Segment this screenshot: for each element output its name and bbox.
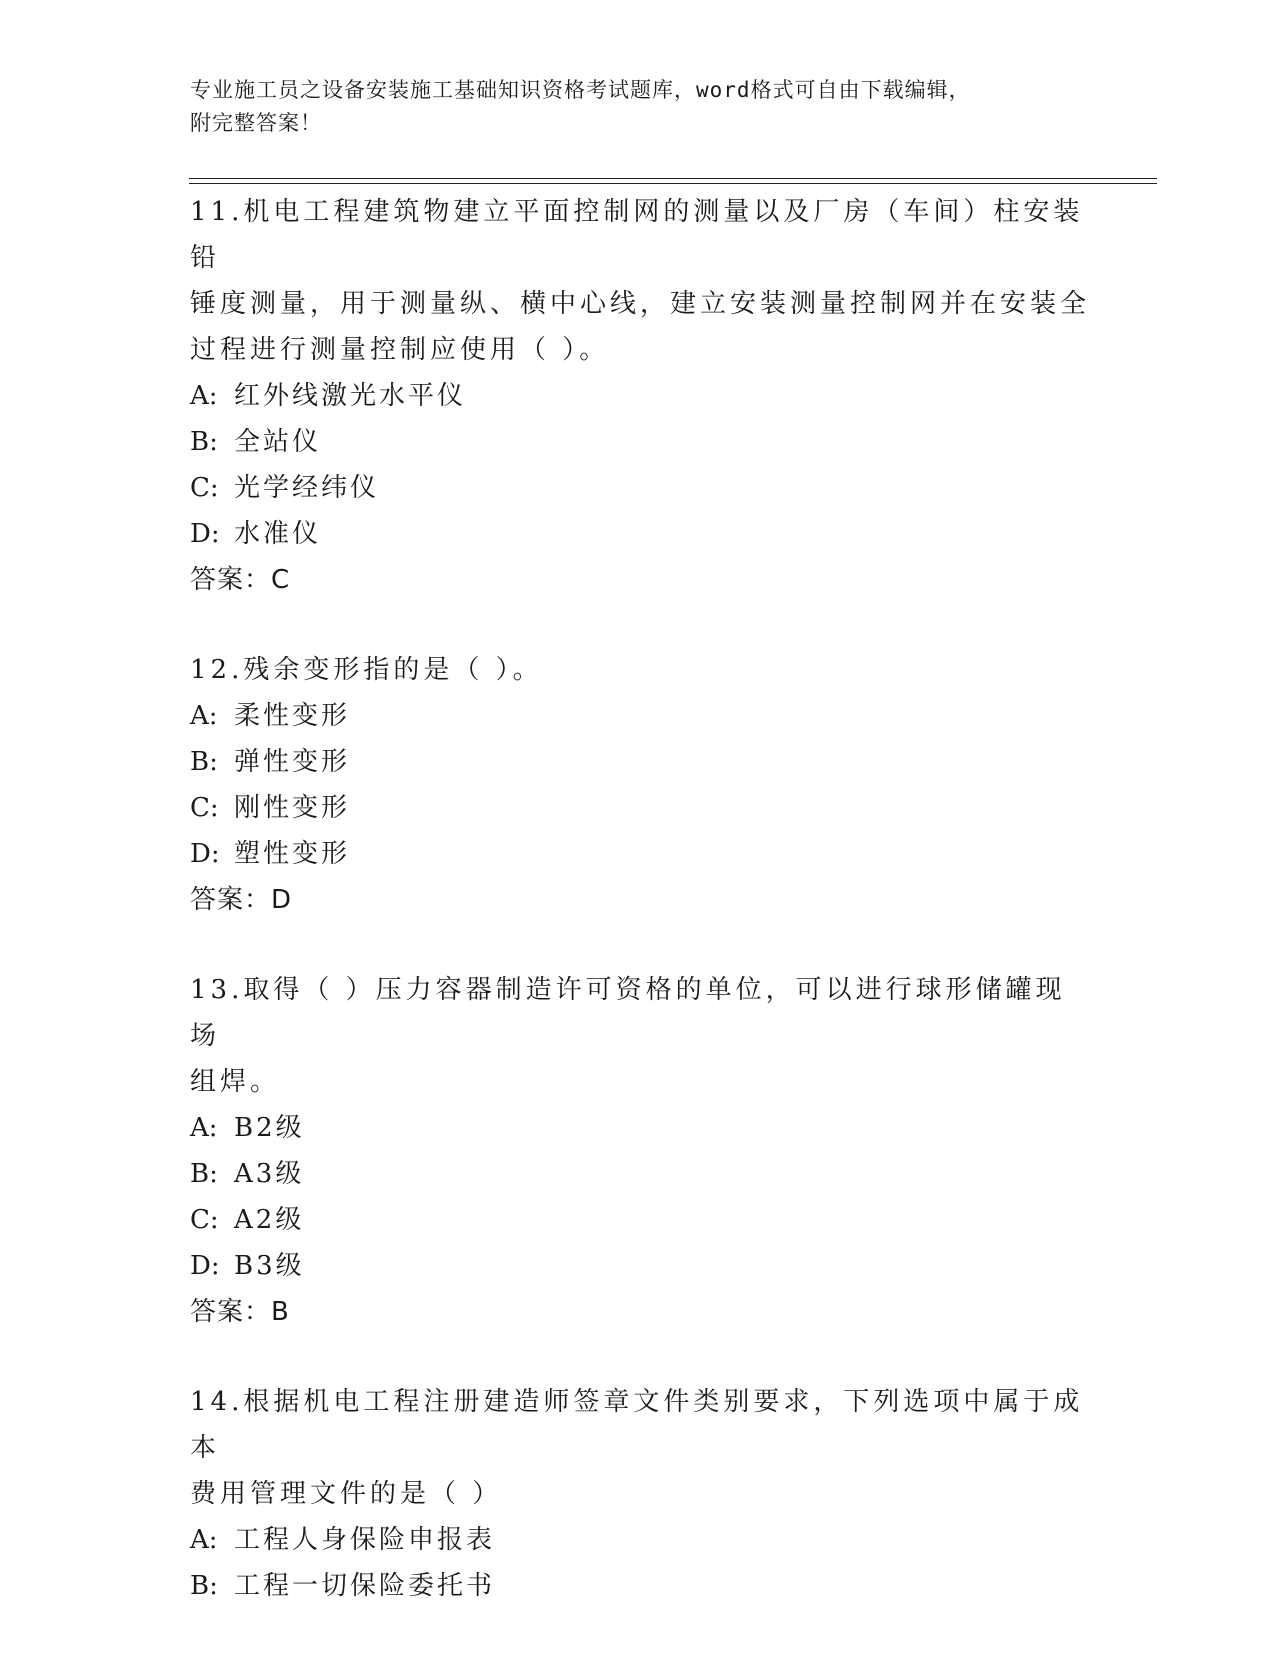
stem-line: 13.取得（ ）压力容器制造许可资格的单位，可以进行球形储罐现场 — [190, 975, 1066, 1051]
question-13 — [190, 967, 1090, 1335]
stem-line: 费用管理文件的是（ ） — [190, 1479, 503, 1509]
option-b — [190, 1151, 1090, 1197]
option-b — [190, 1563, 1090, 1609]
option-b — [190, 739, 1090, 785]
option-text: 弹性变形 — [234, 747, 351, 777]
option-text: A3级 — [234, 1159, 305, 1189]
question-stem — [190, 647, 1090, 693]
question-stem — [190, 967, 1090, 1105]
option-letter: A: — [190, 381, 218, 411]
option-c — [190, 785, 1090, 831]
question-12 — [190, 647, 1090, 923]
option-letter: B: — [190, 1159, 218, 1189]
option-a — [190, 373, 1090, 419]
option-letter: D: — [190, 1251, 220, 1281]
option-letter: B: — [190, 1571, 218, 1601]
option-d — [190, 831, 1090, 877]
header-line-1: 专业施工员之设备安装施工基础知识资格考试题库，word格式可自由下载编辑， — [190, 78, 971, 102]
question-stem — [190, 189, 1090, 373]
option-a — [190, 693, 1090, 739]
option-text: 塑性变形 — [234, 839, 351, 869]
option-text: 全站仪 — [234, 427, 322, 457]
stem-line: 11.机电工程建筑物建立平面控制网的测量以及厂房（车间）柱安装铅 — [190, 197, 1084, 273]
stem-line: 过程进行测量控制应使用（ ）。 — [190, 335, 610, 365]
option-letter: C: — [190, 793, 219, 823]
option-letter: A: — [190, 1113, 218, 1143]
stem-line: 12.残余变形指的是（ ）。 — [190, 655, 543, 685]
document-header — [190, 74, 1070, 140]
option-letter: C: — [190, 1205, 219, 1235]
header-line-2: 附完整答案！ — [190, 111, 322, 135]
option-letter: A: — [190, 1525, 218, 1555]
option-letter: B: — [190, 747, 218, 777]
option-letter: C: — [190, 473, 219, 503]
option-b — [190, 419, 1090, 465]
header-divider-bottom — [189, 183, 1157, 184]
answer-line: 答案：D — [190, 885, 293, 915]
option-c — [190, 465, 1090, 511]
stem-line: 14.根据机电工程注册建造师签章文件类别要求，下列选项中属于成本 — [190, 1387, 1084, 1463]
header-divider-top — [189, 178, 1157, 179]
option-a — [190, 1105, 1090, 1151]
option-letter: A: — [190, 701, 218, 731]
option-text: 光学经纬仪 — [234, 473, 380, 503]
question-14 — [190, 1379, 1090, 1609]
option-text: 刚性变形 — [234, 793, 351, 823]
option-text: 工程人身保险申报表 — [234, 1525, 496, 1555]
option-letter: B: — [190, 427, 218, 457]
question-list — [190, 189, 1090, 1653]
option-letter: D: — [190, 519, 220, 549]
option-d — [190, 1243, 1090, 1289]
stem-line: 锤度测量，用于测量纵、横中心线，建立安装测量控制网并在安装全 — [190, 289, 1091, 319]
question-11 — [190, 189, 1090, 603]
option-text: 工程一切保险委托书 — [234, 1571, 496, 1601]
option-c — [190, 1197, 1090, 1243]
option-text: 水准仪 — [234, 519, 322, 549]
answer-line: 答案：B — [190, 1297, 290, 1327]
option-letter: D: — [190, 839, 220, 869]
question-stem — [190, 1379, 1090, 1517]
answer-line: 答案：C — [190, 565, 291, 595]
option-text: 柔性变形 — [234, 701, 351, 731]
option-d — [190, 511, 1090, 557]
option-text: 红外线激光水平仪 — [234, 381, 467, 411]
stem-line: 组焊。 — [190, 1067, 281, 1097]
option-text: A2级 — [234, 1205, 305, 1235]
option-a — [190, 1517, 1090, 1563]
option-text: B2级 — [234, 1113, 305, 1143]
option-text: B3级 — [234, 1251, 305, 1281]
